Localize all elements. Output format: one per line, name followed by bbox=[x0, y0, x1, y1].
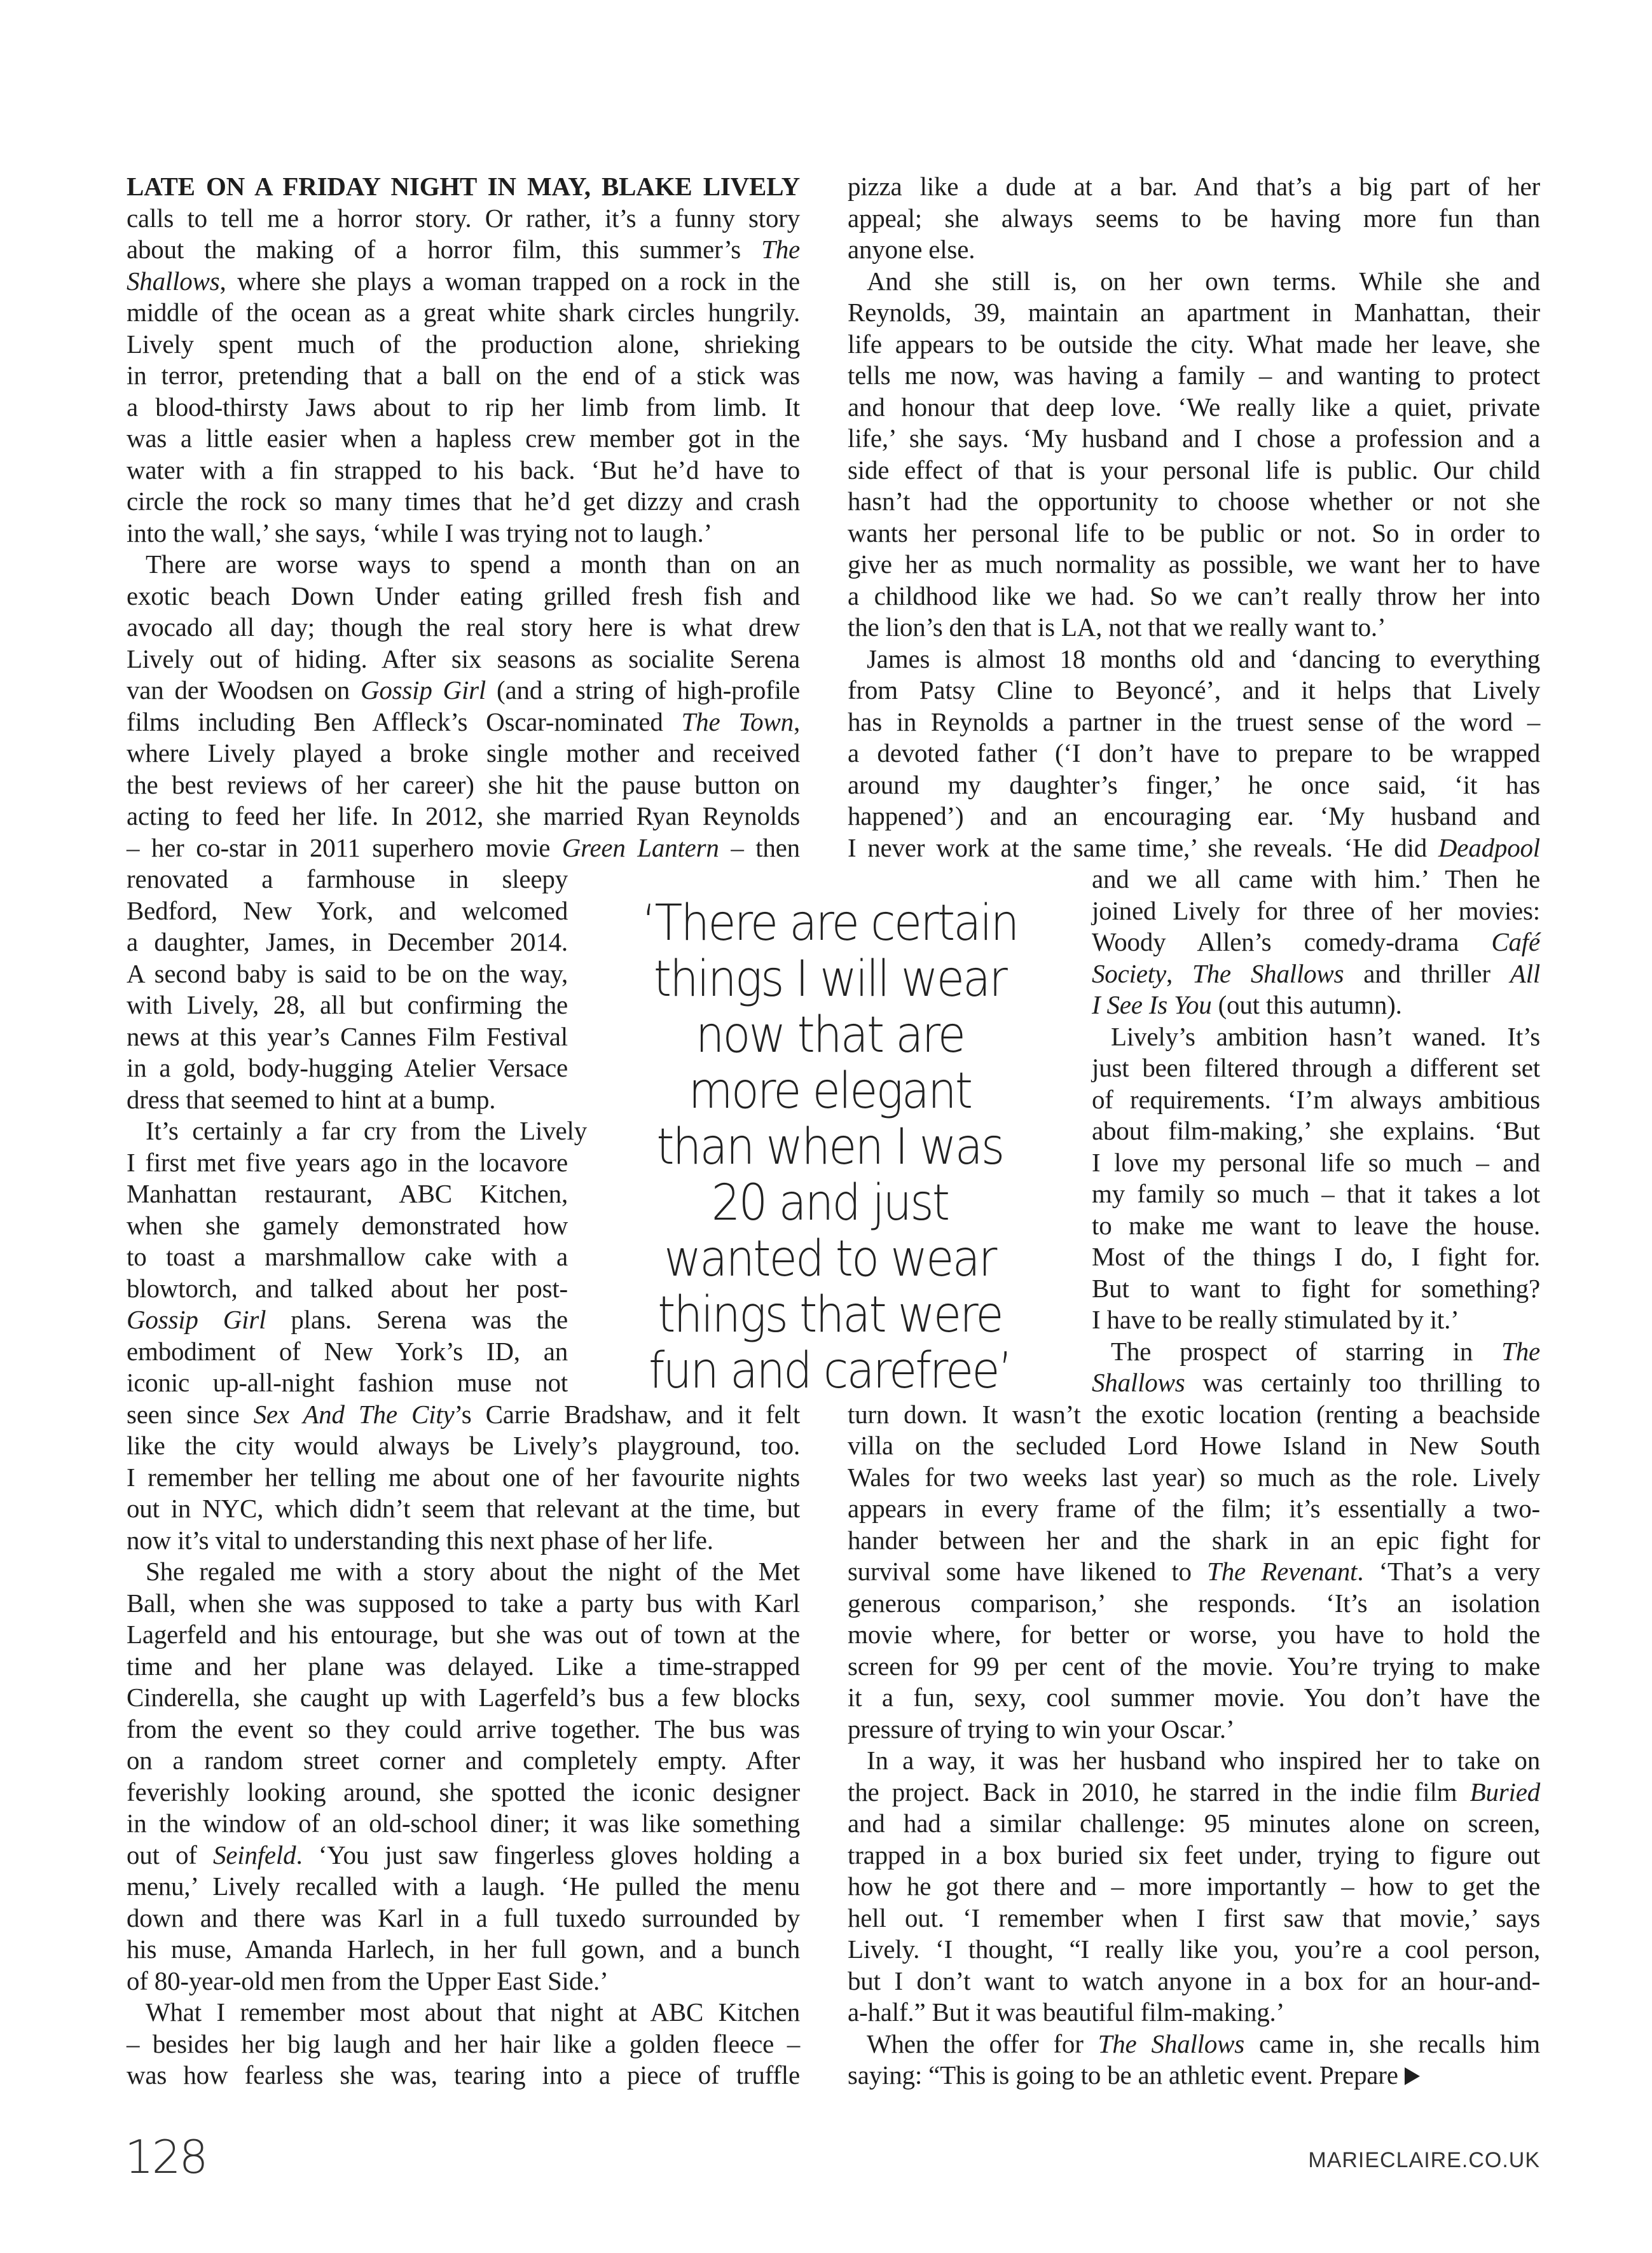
text-line: Bedford, New York, and welcomed bbox=[127, 895, 568, 925]
text-line: in terror, pretending that a ball on the end of a stick was bbox=[127, 361, 800, 390]
text-line: villa on the secluded Lord Howe Island in New South bbox=[848, 1431, 1540, 1460]
pull-quote-line: things I will wear bbox=[653, 951, 1007, 1008]
text-line: James is almost 18 months old and ‘dancing to everything bbox=[867, 644, 1540, 673]
text-line: was how fearless she was, tearing into a piece of truffle bbox=[127, 2060, 800, 2090]
text-line: down and there was Karl in a full tuxedo surrounded by bbox=[127, 1903, 800, 1933]
triangle-right-icon bbox=[1405, 2067, 1420, 2085]
text-line: and honour that deep love. ‘We really like a quiet, private bbox=[848, 392, 1540, 422]
text-line: how he got there and – more importantly – how to get the bbox=[848, 1871, 1540, 1901]
text-line: Lively spent much of the production alone, shrieking bbox=[127, 329, 800, 359]
text-line: but I don’t want to watch anyone in a box for an hour-and- bbox=[848, 1966, 1540, 1995]
text-line: I See Is You (out this autumn). bbox=[1092, 990, 1402, 1019]
text-line: water with a fin strapped to his back. ‘But he’d have to bbox=[127, 455, 800, 485]
text-line: In a way, it was her husband who inspired her to take on bbox=[867, 1746, 1540, 1775]
text-line: I have to be really stimulated by it.’ bbox=[1092, 1305, 1459, 1334]
pull-quote-line: 20 and just bbox=[711, 1175, 949, 1232]
text-line: films including Ben Affleck’s Oscar-nominated The Town, bbox=[127, 706, 800, 736]
text-line: the best reviews of her career) she hit the pause button on bbox=[127, 769, 800, 799]
text-line: turn down. It wasn’t the exotic location (renting a beachside bbox=[848, 1399, 1540, 1429]
text-line: to make me want to leave the house. bbox=[1092, 1210, 1540, 1240]
text-line: And she still is, on her own terms. While she and bbox=[867, 266, 1540, 296]
text-line: and had a similar challenge: 95 minutes alone on screen, bbox=[848, 1809, 1540, 1838]
text-line: blowtorch, and talked about her post- bbox=[127, 1273, 568, 1303]
text-line: life,’ she says. ‘My husband and I chose a profession and a bbox=[848, 424, 1540, 453]
text-line: appeal; she always seems to be having more fun than bbox=[848, 203, 1540, 233]
text-line: survival some have likened to The Revenant. ‘That’s a very bbox=[848, 1557, 1540, 1586]
text-line: happened’) and an encouraging ear. ‘My husband and bbox=[848, 801, 1540, 830]
text-line: about the making of a horror film, this summer’s The bbox=[127, 235, 800, 264]
text-line: and we all came with him.’ Then he bbox=[1092, 864, 1540, 893]
text-line: Most of the things I do, I fight for. bbox=[1092, 1242, 1540, 1271]
text-line: out of Seinfeld. ‘You just saw fingerless gloves holding a bbox=[127, 1840, 800, 1870]
text-line: calls to tell me a horror story. Or rather, it’s a funny story bbox=[127, 203, 800, 233]
text-line: menu,’ Lively recalled with a laugh. ‘He pulled the menu bbox=[127, 1871, 800, 1901]
text-line: tells me now, was having a family – and wanting to protect bbox=[848, 361, 1540, 390]
text-line: van der Woodsen on Gossip Girl (and a string of high-profile bbox=[127, 675, 800, 705]
text-line: dress that seemed to hint at a bump. bbox=[127, 1084, 496, 1114]
text-line: Manhattan restaurant, ABC Kitchen, bbox=[127, 1179, 568, 1208]
text-line: generous comparison,’ she responds. ‘It’s an isolation bbox=[848, 1588, 1540, 1618]
text-line: news at this year’s Cannes Film Festival bbox=[127, 1021, 568, 1051]
text-line: I remember her telling me about one of her favourite nights bbox=[127, 1462, 800, 1492]
text-line: where Lively played a broke single mother and received bbox=[127, 738, 800, 768]
text-line: Lagerfeld and his entourage, but she was out of town at the bbox=[127, 1620, 800, 1649]
text-line: it a fun, sexy, cool summer movie. You don’t have the bbox=[848, 1683, 1540, 1712]
text-line: when she gamely demonstrated how bbox=[127, 1210, 568, 1240]
text-line: on a random street corner and completely empty. After bbox=[127, 1746, 800, 1775]
text-line: exotic beach Down Under eating grilled fresh fish and bbox=[127, 581, 800, 610]
text-line: give her as much normality as possible, we want her to have bbox=[848, 549, 1540, 579]
text-line: from the event so they could arrive together. The bus was bbox=[127, 1714, 800, 1744]
text-line: pizza like a dude at a bar. And that’s a big part of her bbox=[848, 172, 1540, 201]
text-line: anyone else. bbox=[848, 235, 975, 264]
page-number: 128 bbox=[125, 2130, 207, 2184]
text-line: saying: “This is going to be an athletic event. Prepare bbox=[848, 2060, 1540, 2091]
text-line: a devoted father (‘I don’t have to prepare to be wrapped bbox=[848, 738, 1540, 768]
text-line: in a gold, body-hugging Atelier Versace bbox=[127, 1053, 568, 1082]
text-line: Society, The Shallows and thriller All bbox=[1092, 958, 1541, 988]
text-line: into the wall,’ she says, ‘while I was trying not to laugh.’ bbox=[127, 518, 712, 548]
text-line: Lively out of hiding. After six seasons as socialite Serena bbox=[127, 644, 800, 673]
text-line: a daughter, James, in December 2014. bbox=[127, 927, 568, 956]
text-line: Gossip Girl plans. Serena was the bbox=[127, 1305, 568, 1334]
text-line: to toast a marshmallow cake with a bbox=[127, 1242, 568, 1271]
text-line: circle the rock so many times that he’d get dizzy and crash bbox=[127, 486, 800, 516]
text-line: the project. Back in 2010, he starred in the indie film Buried bbox=[848, 1777, 1540, 1807]
text-line: wants her personal life to be public or not. So in order to bbox=[848, 518, 1540, 548]
text-line: trapped in a box buried six feet under, trying to figure out bbox=[848, 1840, 1540, 1870]
text-line: from Patsy Cline to Beyoncé’, and it helps that Lively bbox=[848, 675, 1540, 705]
text-line: She regaled me with a story about the night of the Met bbox=[146, 1557, 800, 1586]
text-line: Shallows, where she plays a woman trapped on a rock in the bbox=[127, 266, 800, 296]
pull-quote-line: wanted to wear bbox=[664, 1230, 996, 1288]
text-line: of requirements. ‘I’m always ambitious bbox=[1092, 1084, 1540, 1114]
text-line: screen for 99 per cent of the movie. You’re trying to make bbox=[848, 1651, 1540, 1681]
text-line: acting to feed her life. In 2012, she married Ryan Reynolds bbox=[127, 801, 800, 830]
text-line: side effect of that is your personal life is public. Our child bbox=[848, 455, 1540, 485]
text-line: There are worse ways to spend a month than on an bbox=[146, 549, 800, 579]
text-line: The prospect of starring in The bbox=[1111, 1336, 1540, 1366]
text-line: embodiment of New York’s ID, an bbox=[127, 1336, 568, 1366]
text-line: life appears to be outside the city. What made her leave, she bbox=[848, 329, 1540, 359]
text-line: about film-making,’ she explains. ‘But bbox=[1092, 1116, 1540, 1145]
text-line: hell out. ‘I remember when I first saw that movie,’ says bbox=[848, 1903, 1540, 1933]
text-line: joined Lively for three of her movies: bbox=[1092, 895, 1540, 925]
text-line: iconic up-all-night fashion muse not bbox=[127, 1368, 568, 1397]
pull-quote bbox=[575, 895, 1084, 1399]
text-line: Lively’s ambition hasn’t waned. It’s bbox=[1111, 1021, 1540, 1051]
text-line: of 80-year-old men from the Upper East Side.’ bbox=[127, 1966, 609, 1995]
text-line: I first met five years ago in the locavore bbox=[127, 1147, 568, 1177]
text-line: middle of the ocean as a great white shark circles hungrily. bbox=[127, 298, 800, 327]
text-line: What I remember most about that night at ABC Kitchen bbox=[146, 1997, 800, 2027]
text-line: Wales for two weeks last year) so much as the role. Lively bbox=[848, 1462, 1540, 1492]
text-line: a blood-thirsty Jaws about to rip her limb from limb. It bbox=[127, 392, 800, 422]
text-line: time and her plane was delayed. Like a time-strapped bbox=[127, 1651, 800, 1681]
text-line: pressure of trying to win your Oscar.’ bbox=[848, 1714, 1235, 1744]
pull-quote-line: now that are bbox=[695, 1007, 965, 1064]
pull-quote-line: than when I was bbox=[656, 1119, 1003, 1176]
text-line: I love my personal life so much – and bbox=[1092, 1147, 1540, 1177]
text-line: was a little easier when a hapless crew member got in the bbox=[127, 424, 800, 453]
text-line: hasn’t had the opportunity to choose whether or not she bbox=[848, 486, 1540, 516]
text-line: But to want to fight for something? bbox=[1092, 1273, 1540, 1303]
text-line: a childhood like we had. So we can’t really throw her into bbox=[848, 581, 1540, 610]
text-line: Lively. ‘I thought, “I really like you, you’re a cool person, bbox=[848, 1934, 1540, 1964]
pull-quote-line: fun and carefree’ bbox=[649, 1342, 1011, 1400]
text-line: – besides her big laugh and her hair like a golden fleece – bbox=[127, 2029, 800, 2058]
text-line: around my daughter’s finger,’ he once said, ‘it has bbox=[848, 769, 1540, 799]
text-line: the lion’s den that is LA, not that we really want to.’ bbox=[848, 612, 1386, 642]
text-line: just been filtered through a different set bbox=[1092, 1053, 1540, 1082]
text-line: hander between her and the shark in an epic fight for bbox=[848, 1525, 1540, 1555]
text-line: When the offer for The Shallows came in, she recalls him bbox=[867, 2029, 1540, 2058]
text-line: has in Reynolds a partner in the truest sense of the word – bbox=[848, 706, 1540, 736]
pull-quote-line: more elegant bbox=[688, 1063, 972, 1120]
pull-quote-line: ‘There are certain bbox=[642, 895, 1018, 952]
text-line: a-half.” But it was beautiful film-making.’ bbox=[848, 1997, 1285, 2027]
text-line: like the city would always be Lively’s playground, too. bbox=[127, 1431, 800, 1460]
text-line: with Lively, 28, all but confirming the bbox=[127, 990, 568, 1019]
text-line: I never work at the same time,’ she reveals. ‘He did Deadpool bbox=[848, 832, 1540, 862]
text-line: my family so much – that it takes a lot bbox=[1092, 1179, 1540, 1208]
text-line: – her co-star in 2011 superhero movie Green Lantern – then bbox=[127, 832, 800, 862]
text-line: his muse, Amanda Harlech, in her full gown, and a bunch bbox=[127, 1934, 800, 1964]
text-line: Shallows was certainly too thrilling to bbox=[1092, 1368, 1540, 1397]
text-line: renovated a farmhouse in sleepy bbox=[127, 864, 568, 893]
text-line: Reynolds, 39, maintain an apartment in Manhattan, their bbox=[848, 298, 1540, 327]
text-line: Woody Allen’s comedy-drama Café bbox=[1092, 927, 1540, 956]
text-line: avocado all day; though the real story here is what drew bbox=[127, 612, 800, 642]
text-line: It’s certainly a far cry from the Lively bbox=[146, 1116, 587, 1145]
pull-quote-line: things that were bbox=[657, 1286, 1002, 1344]
text-line: LATE ON A FRIDAY NIGHT IN MAY, BLAKE LIVELY bbox=[127, 172, 800, 201]
text-line: A second baby is said to be on the way, bbox=[127, 958, 568, 988]
text-line: Ball, when she was supposed to take a party bus with Karl bbox=[127, 1588, 800, 1618]
text-line: out in NYC, which didn’t seem that relevant at the time, but bbox=[127, 1494, 800, 1523]
text-line: Cinderella, she caught up with Lagerfeld’s bus a few blocks bbox=[127, 1683, 800, 1712]
text-line: in the window of an old-school diner; it was like something bbox=[127, 1809, 800, 1838]
text-line: seen since Sex And The City’s Carrie Bradshaw, and it felt bbox=[127, 1399, 801, 1429]
text-line: feverishly looking around, she spotted the iconic designer bbox=[127, 1777, 800, 1807]
text-line: appears in every frame of the film; it’s essentially a two- bbox=[848, 1494, 1540, 1523]
text-line: movie where, for better or worse, you have to hold the bbox=[848, 1620, 1540, 1649]
text-line: now it’s vital to understanding this next phase of her life. bbox=[127, 1525, 713, 1555]
site-url: MARIECLAIRE.CO.UK bbox=[1308, 2148, 1540, 2172]
